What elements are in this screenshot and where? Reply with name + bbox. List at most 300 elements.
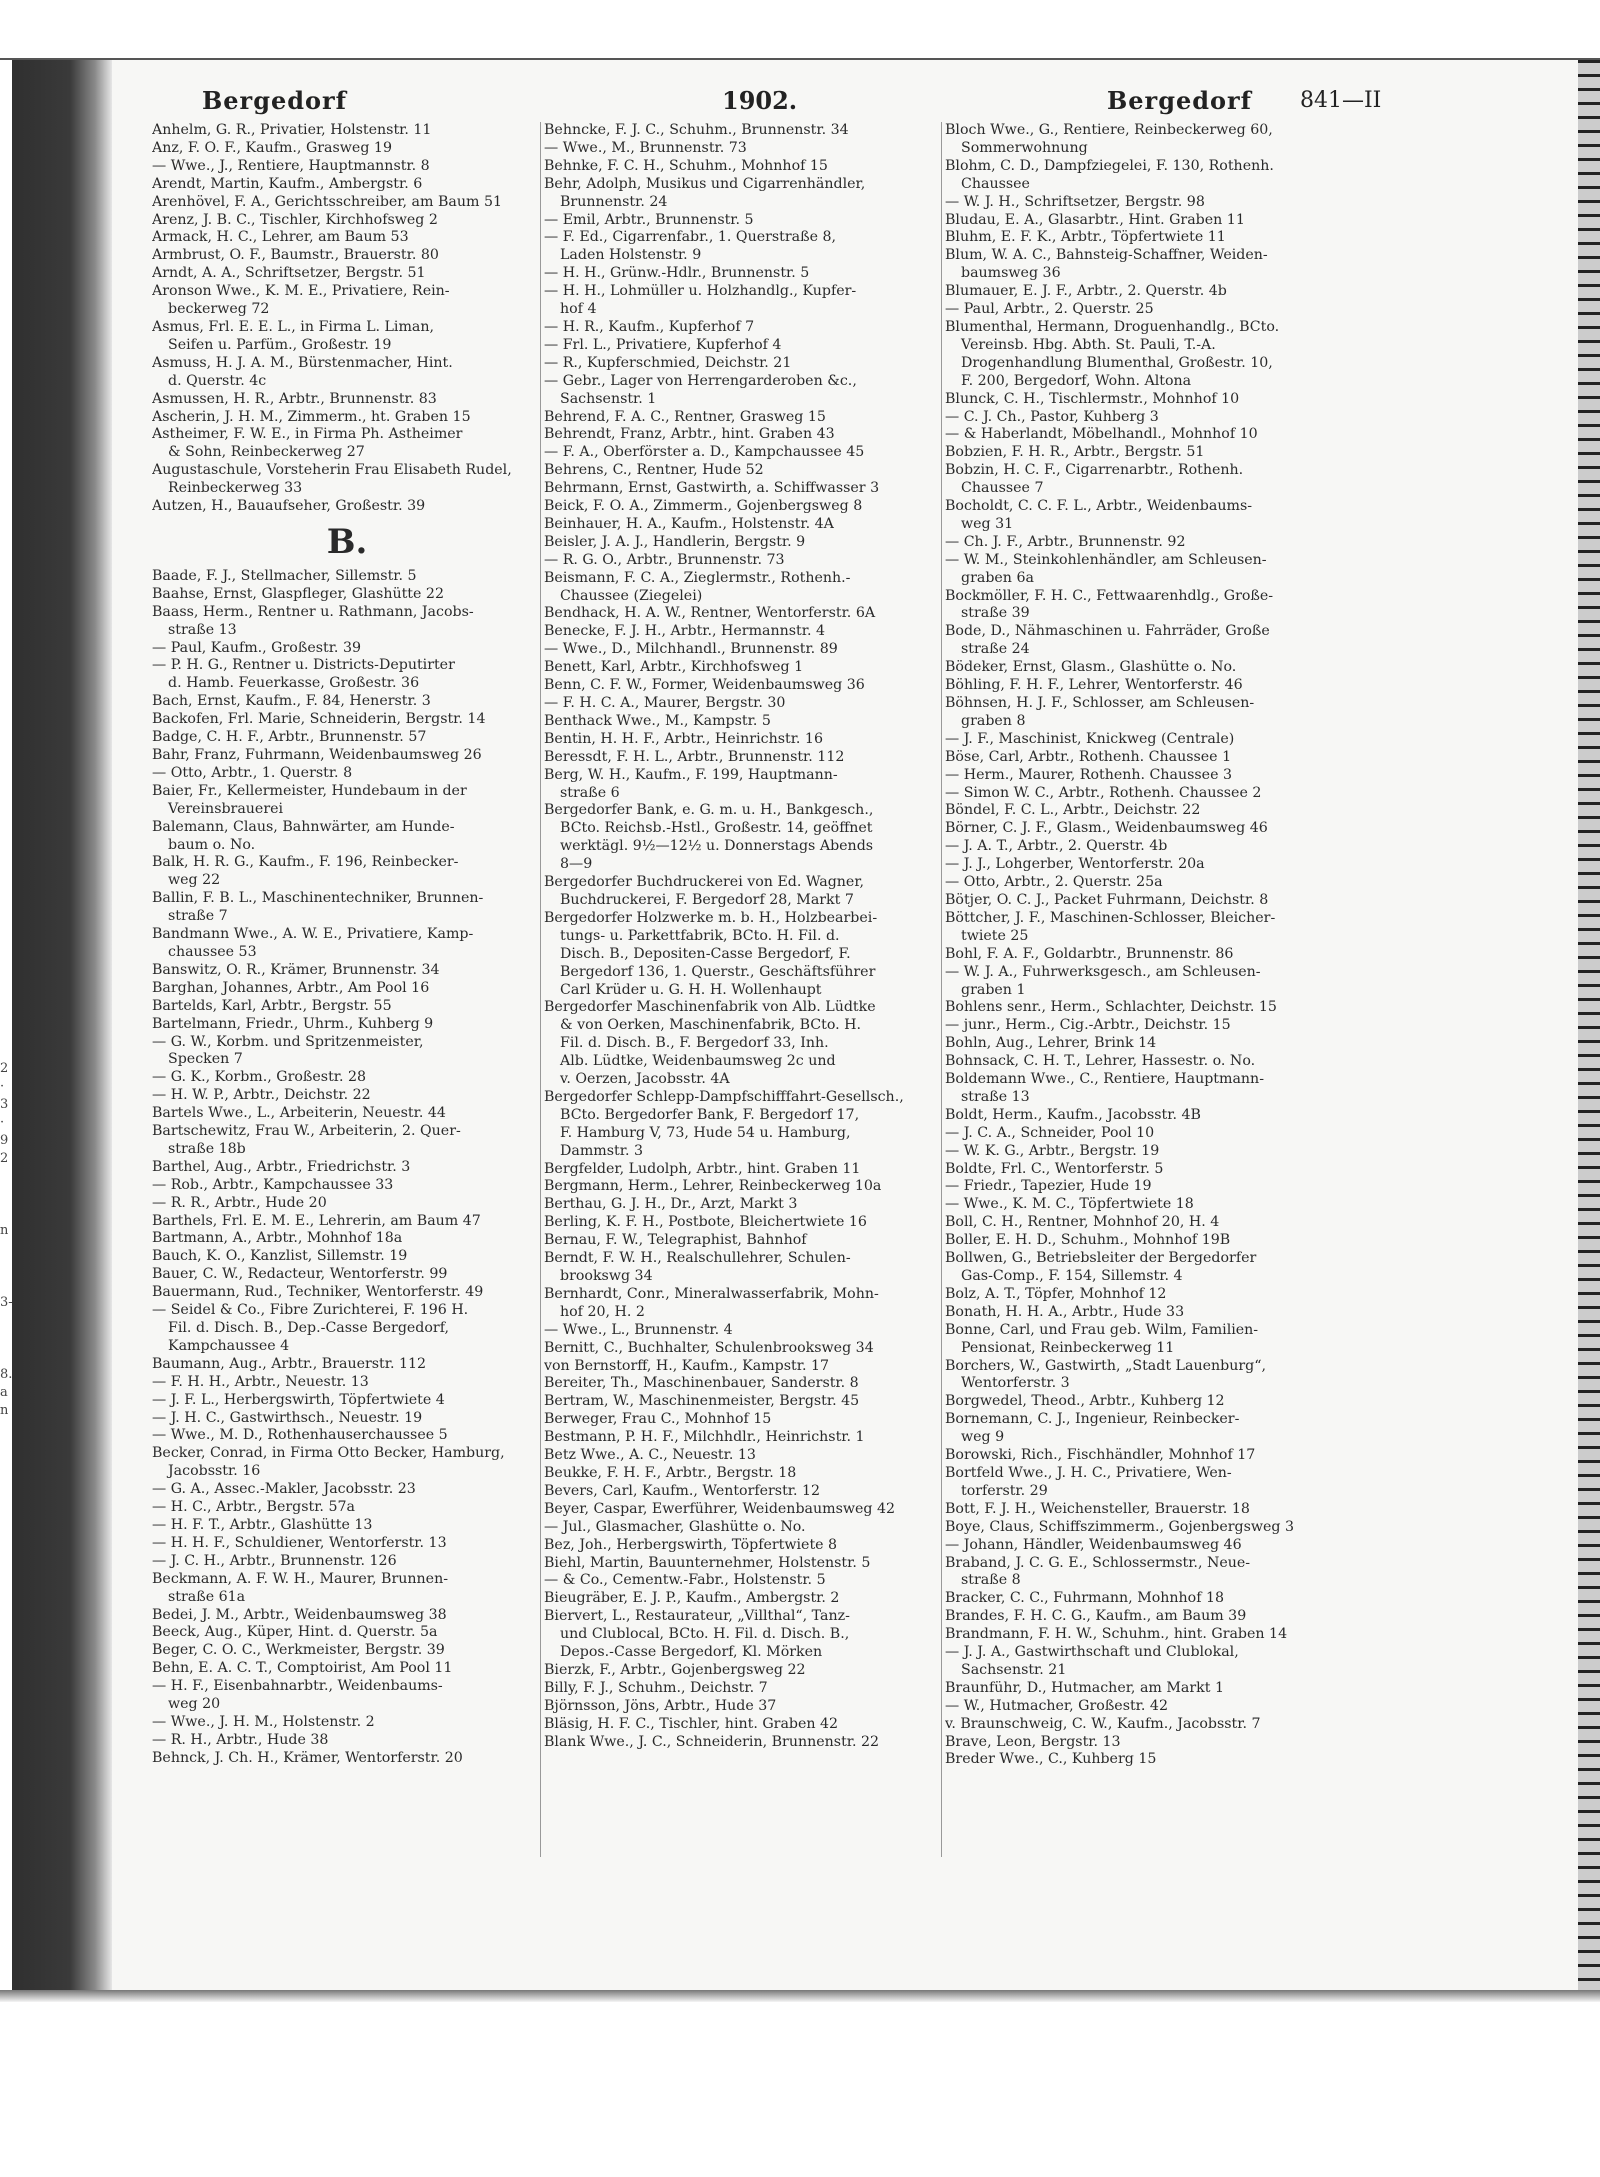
directory-entry: Beeck, Aug., Küper, Hint. d. Querstr. 5a bbox=[152, 1624, 438, 1641]
directory-entry: Blum, W. A. C., Bahnsteig-Schaffner, Weiden- bbox=[945, 247, 1268, 264]
running-head-year: 1902. bbox=[722, 86, 798, 115]
directory-entry-continuation: Specken 7 bbox=[168, 1051, 243, 1068]
directory-entry: Berg, W. H., Kaufm., F. 199, Hauptmann- bbox=[544, 766, 838, 783]
directory-entry: Armack, H. C., Lehrer, am Baum 53 bbox=[152, 229, 409, 246]
directory-entry: — Wwe., K. M. C., Töpfertwiete 18 bbox=[945, 1196, 1194, 1213]
directory-column-3 bbox=[945, 122, 1349, 1769]
directory-entry-continuation: Reinbeckerweg 33 bbox=[168, 480, 303, 497]
directory-entry: Bloch Wwe., G., Rentiere, Reinbeckerweg 60, bbox=[945, 122, 1273, 138]
directory-entry-continuation: Bergedorf 136, 1. Querstr., Geschäftsführer bbox=[560, 963, 876, 980]
directory-entry-continuation: torferstr. 29 bbox=[961, 1482, 1048, 1499]
directory-entry: Borowski, Rich., Fischhändler, Mohnhof 17 bbox=[945, 1447, 1256, 1464]
directory-entry: — Friedr., Tapezier, Hude 19 bbox=[945, 1178, 1152, 1195]
directory-entry: Asmus, Frl. E. E. L., in Firma L. Liman, bbox=[152, 318, 435, 335]
directory-entry-continuation: baumsweg 36 bbox=[961, 265, 1061, 282]
directory-entry-continuation: straße 13 bbox=[961, 1088, 1030, 1105]
directory-entry: Boye, Claus, Schiffszimmerm., Gojenbergsweg 3 bbox=[945, 1518, 1295, 1535]
directory-entry: — Wwe., M., Brunnenstr. 73 bbox=[544, 139, 747, 156]
directory-entry: Bohnsack, C. H. T., Lehrer, Hassestr. o. No. bbox=[945, 1053, 1256, 1070]
directory-entry: Beressdt, F. H. L., Arbtr., Brunnenstr. 112 bbox=[544, 748, 845, 765]
directory-entry: — W. K. G., Arbtr., Bergstr. 19 bbox=[945, 1142, 1160, 1159]
directory-entry: Bötjer, O. C. J., Packet Fuhrmann, Deichstr. 8 bbox=[945, 891, 1269, 908]
directory-entry: Behncke, F. J. C., Schuhm., Brunnenstr. 34 bbox=[544, 122, 849, 138]
directory-entry: Backofen, Frl. Marie, Schneiderin, Bergstr. 14 bbox=[152, 711, 486, 728]
directory-entry: Barthel, Aug., Arbtr., Friedrichstr. 3 bbox=[152, 1158, 411, 1175]
directory-entry-continuation: Drogenhandlung Blumenthal, Großestr. 10, bbox=[961, 354, 1273, 371]
gutter-mark bbox=[0, 1240, 12, 1258]
directory-entry: — W., Hutmacher, Großestr. 42 bbox=[945, 1697, 1168, 1714]
directory-entry: Beger, C. O. C., Werkmeister, Bergstr. 39 bbox=[152, 1642, 445, 1659]
directory-entry: Böse, Carl, Arbtr., Rothenh. Chaussee 1 bbox=[945, 748, 1232, 765]
directory-entry: Blohm, C. D., Dampfziegelei, F. 130, Rothenh. bbox=[945, 157, 1274, 174]
directory-entry: Behn, E. A. C. T., Comptoirist, Am Pool 11 bbox=[152, 1660, 453, 1677]
directory-entry: Arendt, Martin, Kaufm., Ambergstr. 6 bbox=[152, 175, 423, 192]
directory-entry: — Seidel & Co., Fibre Zurichterei, F. 196 H. bbox=[152, 1302, 469, 1319]
directory-entry: — R., Kupferschmied, Deichstr. 21 bbox=[544, 354, 792, 371]
directory-entry: — H. F., Eisenbahnarbtr., Weidenbaums- bbox=[152, 1678, 443, 1695]
directory-entry: Boller, E. H. D., Schuhm., Mohnhof 19B bbox=[945, 1232, 1231, 1249]
directory-entry: — C. J. Ch., Pastor, Kuhberg 3 bbox=[945, 408, 1159, 425]
directory-entry: Aronson Wwe., K. M. E., Privatiere, Rein- bbox=[152, 283, 450, 300]
directory-entry: — Gebr., Lager von Herrengarderoben &c., bbox=[544, 372, 857, 389]
directory-entry: Blank Wwe., J. C., Schneiderin, Brunnenstr. 22 bbox=[544, 1733, 880, 1750]
directory-entry: Berndt, F. W. H., Realschullehrer, Schulen- bbox=[544, 1250, 851, 1267]
directory-entry: Bevers, Carl, Kaufm., Wentorferstr. 12 bbox=[544, 1482, 821, 1499]
directory-entry: Barghan, Johannes, Arbtr., Am Pool 16 bbox=[152, 979, 430, 996]
directory-entry: Bartmann, A., Arbtr., Mohnhof 18a bbox=[152, 1230, 403, 1247]
directory-entry-continuation: Disch. B., Depositen-Casse Bergedorf, F. bbox=[560, 945, 851, 962]
gutter-mark bbox=[0, 1348, 12, 1366]
gutter-mark: 2 bbox=[0, 1151, 9, 1166]
directory-entry: Banswitz, O. R., Krämer, Brunnenstr. 34 bbox=[152, 961, 440, 978]
directory-entry: Blumenthal, Hermann, Droguenhandlg., BCto. bbox=[945, 318, 1280, 335]
running-head bbox=[152, 70, 1572, 114]
directory-entry: — Emil, Arbtr., Brunnenstr. 5 bbox=[544, 211, 754, 228]
directory-entry: von Bernstorff, H., Kaufm., Kampstr. 17 bbox=[544, 1357, 830, 1374]
scan-left-margin bbox=[0, 58, 12, 1990]
directory-entry-continuation: weg 20 bbox=[168, 1696, 221, 1713]
directory-entry: Bentin, H. H. F., Arbtr., Heinrichstr. 16 bbox=[544, 730, 823, 747]
section-letter-heading: B. bbox=[326, 521, 368, 562]
directory-entry-continuation: twiete 25 bbox=[961, 927, 1029, 944]
directory-entry: — Jul., Glasmacher, Glashütte o. No. bbox=[544, 1518, 806, 1535]
directory-entry-continuation: hof 4 bbox=[560, 301, 597, 318]
directory-entry-continuation: Fil. d. Disch. B., F. Bergedorf 33, Inh. bbox=[560, 1035, 829, 1052]
directory-entry-continuation: graben 1 bbox=[961, 981, 1026, 998]
directory-entry: — J. J., Lohgerber, Wentorferstr. 20a bbox=[945, 856, 1205, 873]
directory-entry-continuation: weg 31 bbox=[961, 515, 1014, 532]
directory-entry: — H. H., Lohmüller u. Holzhandlg., Kupfer- bbox=[544, 283, 857, 300]
directory-entry: Bollwen, G., Betriebsleiter der Bergedorfer bbox=[945, 1250, 1257, 1267]
directory-entry: Bödeker, Ernst, Glasm., Glashütte o. No. bbox=[945, 659, 1237, 676]
directory-entry: Baumann, Aug., Arbtr., Brauerstr. 112 bbox=[152, 1355, 427, 1372]
directory-entry: Beisler, J. A. J., Handlerin, Bergstr. 9 bbox=[544, 533, 806, 550]
directory-entry: Benn, C. F. W., Former, Weidenbaumsweg 36 bbox=[544, 677, 865, 694]
directory-entry: Anhelm, G. R., Privatier, Holstenstr. 11 bbox=[152, 122, 432, 138]
directory-entry: Bernau, F. W., Telegraphist, Bahnhof bbox=[544, 1232, 807, 1249]
directory-entry: Böhling, F. H. F., Lehrer, Wentorferstr. 46 bbox=[945, 677, 1243, 694]
directory-entry: Böttcher, J. F., Maschinen-Schlosser, Bleicher- bbox=[945, 909, 1276, 926]
directory-entry: — Otto, Arbtr., 2. Querstr. 25a bbox=[945, 874, 1163, 891]
directory-entry-continuation: straße 61a bbox=[168, 1588, 246, 1605]
directory-entry: Ballin, F. B. L., Maschinentechniker, Brunnen- bbox=[152, 890, 484, 907]
directory-entry-continuation: straße 24 bbox=[961, 641, 1030, 658]
directory-entry-continuation: straße 8 bbox=[961, 1572, 1021, 1589]
directory-column-1 bbox=[152, 122, 542, 1768]
directory-entry-continuation: Kampchaussee 4 bbox=[168, 1337, 290, 1354]
directory-entry: — F. Ed., Cigarrenfabr., 1. Querstraße 8, bbox=[544, 229, 837, 246]
directory-entry: Bedei, J. M., Arbtr., Weidenbaumsweg 38 bbox=[152, 1606, 447, 1623]
directory-entry: — P. H. G., Rentner u. Districts-Deputirter bbox=[152, 657, 455, 674]
directory-entry: — Paul, Kaufm., Großestr. 39 bbox=[152, 639, 361, 656]
directory-entry: Becker, Conrad, in Firma Otto Becker, Hamburg, bbox=[152, 1445, 505, 1462]
directory-entry: Biehl, Martin, Bauunternehmer, Holstenstr. 5 bbox=[544, 1554, 871, 1571]
directory-entry-continuation: Alb. Lüdtke, Weidenbaumsweg 2c und bbox=[560, 1053, 836, 1070]
directory-entry: — W. M., Steinkohlenhändler, am Schleusen- bbox=[945, 551, 1267, 568]
directory-entry-continuation: BCto. Reichsb.-Hstl., Großestr. 14, geöffnet bbox=[560, 820, 873, 837]
directory-entry: — H. W. P., Arbtr., Deichstr. 22 bbox=[152, 1087, 371, 1104]
directory-entry-continuation: Gas-Comp., F. 154, Sillemstr. 4 bbox=[961, 1268, 1183, 1284]
directory-entry: Bergedorfer Holzwerke m. b. H., Holzbearbei- bbox=[544, 909, 878, 926]
directory-entry: Blunck, C. H., Tischlermstr., Mohnhof 10 bbox=[945, 390, 1240, 407]
directory-entry: Benthack Wwe., M., Kampstr. 5 bbox=[544, 712, 771, 729]
directory-entry: Ascherin, J. H. M., Zimmerm., ht. Graben 15 bbox=[152, 408, 471, 425]
directory-entry: Autzen, H., Bauaufseher, Großestr. 39 bbox=[152, 498, 426, 515]
directory-entry: — Wwe., J., Rentiere, Hauptmannstr. 8 bbox=[152, 157, 430, 174]
directory-entry: — junr., Herm., Cig.-Arbtr., Deichstr. 15 bbox=[945, 1017, 1231, 1034]
gutter-mark: 3- bbox=[0, 1295, 13, 1310]
gutter-mark bbox=[0, 1276, 12, 1294]
directory-entry: Baass, Herm., Rentner u. Rathmann, Jacobs- bbox=[152, 603, 474, 620]
directory-entry-continuation: Chaussee (Ziegelei) bbox=[560, 587, 703, 604]
directory-entry: Berweger, Frau C., Mohnhof 15 bbox=[544, 1411, 772, 1428]
directory-entry-continuation: Depos.-Casse Bergedorf, Kl. Mörken bbox=[560, 1644, 823, 1661]
directory-entry-continuation: baum o. No. bbox=[168, 836, 256, 853]
directory-entry: Böhnsen, H. J. F., Schlosser, am Schleusen- bbox=[945, 695, 1255, 711]
directory-entry: Bläsig, H. F. C., Tischler, hint. Graben 42 bbox=[544, 1715, 839, 1732]
directory-entry-continuation: & Sohn, Reinbeckerweg 27 bbox=[168, 444, 365, 461]
directory-entry-continuation: beckerweg 72 bbox=[168, 301, 270, 318]
directory-entry: Bott, F. J. H., Weichensteller, Brauerstr. 18 bbox=[945, 1500, 1250, 1517]
directory-entry-continuation: Laden Holstenstr. 9 bbox=[560, 247, 702, 264]
directory-entry-continuation: weg 22 bbox=[168, 872, 221, 889]
directory-entry: Bockmöller, F. H. C., Fettwaarenhdlg., Große- bbox=[945, 587, 1274, 604]
directory-entry: Biervert, L., Restaurateur, „Villthal“, Tanz- bbox=[544, 1608, 850, 1625]
directory-entry: Baahse, Ernst, Glaspfleger, Glashütte 22 bbox=[152, 585, 444, 602]
directory-entry: Bergedorfer Schlepp-Dampfschifffahrt-Gesellsch., bbox=[544, 1088, 904, 1105]
directory-entry: Berthau, G. J. H., Dr., Arzt, Markt 3 bbox=[544, 1196, 798, 1213]
directory-entry-continuation: straße 39 bbox=[961, 605, 1030, 622]
directory-entry: Bergmann, Herm., Lehrer, Reinbeckerweg 10a bbox=[544, 1178, 882, 1195]
directory-entry-continuation: Carl Krüder u. G. H. H. Wollenhaupt bbox=[560, 981, 822, 998]
directory-entry-continuation: Sachsenstr. 21 bbox=[961, 1661, 1067, 1678]
directory-entry: Beismann, F. C. A., Zieglermstr., Rothenh.- bbox=[544, 569, 851, 586]
gutter-mark bbox=[0, 1258, 12, 1276]
directory-entry: Brandes, F. H. C. G., Kaufm., am Baum 39 bbox=[945, 1608, 1247, 1625]
directory-entry: — Simon W. C., Arbtr., Rothenh. Chaussee 2 bbox=[945, 784, 1262, 801]
directory-entry: Arenhövel, F. A., Gerichtsschreiber, am Baum 51 bbox=[152, 193, 503, 210]
directory-entry: — Frl. L., Privatiere, Kupferhof 4 bbox=[544, 336, 782, 353]
directory-entry-continuation: Chaussee 7 bbox=[961, 480, 1044, 497]
directory-entry: Behrmann, Ernst, Gastwirth, a. Schiffwasser 3 bbox=[544, 480, 880, 497]
directory-entry: — H. C., Arbtr., Bergstr. 57a bbox=[152, 1499, 355, 1516]
directory-entry: Brave, Leon, Bergstr. 13 bbox=[945, 1733, 1121, 1750]
directory-entry: Armbrust, O. F., Baumstr., Brauerstr. 80 bbox=[152, 247, 439, 264]
directory-entry: Bach, Ernst, Kaufm., F. 84, Henerstr. 3 bbox=[152, 693, 431, 710]
directory-entry: Björnsson, Jöns, Arbtr., Hude 37 bbox=[544, 1697, 777, 1714]
directory-entry-continuation: Buchdruckerei, F. Bergedorf 28, Markt 7 bbox=[560, 891, 854, 908]
directory-entry: — & Haberlandt, Möbelhandl., Mohnhof 10 bbox=[945, 426, 1258, 443]
directory-entry-continuation: Seifen u. Parfüm., Großestr. 19 bbox=[168, 336, 392, 353]
directory-entry-continuation: BCto. Bergedorfer Bank, F. Bergedorf 17, bbox=[560, 1106, 860, 1123]
directory-entry: Borchers, W., Gastwirth, „Stadt Lauenburg“, bbox=[945, 1357, 1266, 1374]
directory-entry-continuation: F. Hamburg V, 73, Hude 54 u. Hamburg, bbox=[560, 1124, 851, 1141]
gutter-mark: 9 bbox=[0, 1133, 9, 1148]
directory-entry: — R. H., Arbtr., Hude 38 bbox=[152, 1731, 329, 1748]
directory-entry: Bobzin, H. C. F., Cigarrenarbtr., Rothenh. bbox=[945, 462, 1244, 479]
gutter-mark: n bbox=[0, 1403, 9, 1418]
directory-entry: Bereiter, Th., Maschinenbauer, Sanderstr. 8 bbox=[544, 1375, 859, 1392]
directory-entry-continuation: Pensionat, Reinbeckerweg 11 bbox=[961, 1339, 1175, 1356]
directory-entry-continuation: Sommerwohnung bbox=[961, 139, 1088, 156]
directory-entry: Balemann, Claus, Bahnwärter, am Hunde- bbox=[152, 818, 455, 835]
directory-entry: Behnke, F. C. H., Schuhm., Mohnhof 15 bbox=[544, 157, 828, 174]
directory-entry: — H. H. F., Schuldiener, Wentorferstr. 13 bbox=[152, 1534, 447, 1551]
directory-entry: Bode, D., Nähmaschinen u. Fahrräder, Große bbox=[945, 623, 1270, 640]
directory-entry: Bertram, W., Maschinenmeister, Bergstr. 45 bbox=[544, 1393, 860, 1410]
directory-entry: Beick, F. O. A., Zimmerm., Gojenbergsweg 8 bbox=[544, 498, 863, 515]
directory-page bbox=[112, 60, 1600, 1990]
directory-entry: Beyer, Caspar, Ewerführer, Weidenbaumsweg 42 bbox=[544, 1500, 896, 1517]
directory-entry: Bergedorfer Buchdruckerei von Ed. Wagner, bbox=[544, 874, 865, 891]
gutter-marks bbox=[0, 1060, 12, 1420]
directory-entry: — Herm., Maurer, Rothenh. Chaussee 3 bbox=[945, 766, 1233, 783]
gutter-mark: · bbox=[0, 1079, 5, 1094]
directory-entry-continuation: d. Hamb. Feuerkasse, Großestr. 36 bbox=[168, 675, 420, 692]
directory-entry: — G. K., Korbm., Großestr. 28 bbox=[152, 1069, 367, 1086]
directory-entry: — W. J. A., Fuhrwerksgesch., am Schleusen- bbox=[945, 963, 1261, 980]
directory-entry: — R. R., Arbtr., Hude 20 bbox=[152, 1194, 327, 1211]
page-number: 841—II bbox=[1300, 88, 1382, 113]
directory-entry: Bonne, Carl, und Frau geb. Wilm, Familien- bbox=[945, 1321, 1259, 1338]
directory-entry: Bartelds, Karl, Arbtr., Bergstr. 55 bbox=[152, 997, 392, 1014]
directory-entry: Borgwedel, Theod., Arbtr., Kuhberg 12 bbox=[945, 1393, 1225, 1410]
directory-entry-continuation: hof 20, H. 2 bbox=[560, 1303, 645, 1320]
directory-entry: Beckmann, A. F. W. H., Maurer, Brunnen- bbox=[152, 1570, 448, 1587]
directory-entry: Arndt, A. A., Schriftsetzer, Bergstr. 51 bbox=[152, 265, 426, 282]
directory-entry: Beukke, F. H. F., Arbtr., Bergstr. 18 bbox=[544, 1464, 797, 1481]
directory-entry: Bornemann, C. J., Ingenieur, Reinbecker- bbox=[945, 1411, 1240, 1428]
directory-entry: Barthels, Frl. E. M. E., Lehrerin, am Baum 47 bbox=[152, 1212, 481, 1229]
directory-entry: Bocholdt, C. C. F. L., Arbtr., Weidenbaums- bbox=[945, 498, 1253, 515]
running-head-right: Bergedorf bbox=[1107, 86, 1253, 115]
directory-entry: Bracker, C. C., Fuhrmann, Mohnhof 18 bbox=[945, 1590, 1225, 1607]
directory-entry: Bandmann Wwe., A. W. E., Privatiere, Kamp- bbox=[152, 926, 474, 943]
directory-entry: Bolz, A. T., Töpfer, Mohnhof 12 bbox=[945, 1285, 1167, 1302]
directory-entry: — J. J. A., Gastwirthschaft und Clublokal, bbox=[945, 1644, 1239, 1661]
directory-entry-continuation: Vereinsbrauerei bbox=[168, 800, 284, 817]
directory-entry: Behrens, C., Rentner, Hude 52 bbox=[544, 462, 764, 479]
directory-entry: Boll, C. H., Rentner, Mohnhof 20, H. 4 bbox=[945, 1214, 1220, 1231]
directory-entry: — & Co., Cementw.-Fabr., Holstenstr. 5 bbox=[544, 1572, 826, 1589]
directory-entry: Boldte, Frl. C., Wentorferstr. 5 bbox=[945, 1160, 1164, 1177]
directory-entry: Boldt, Herm., Kaufm., Jacobsstr. 4B bbox=[945, 1106, 1201, 1123]
directory-entry-continuation: 8—9 bbox=[560, 856, 593, 873]
directory-entry: — Otto, Arbtr., 1. Querstr. 8 bbox=[152, 764, 353, 781]
directory-entry-continuation: werktägl. 9½—12½ u. Donnerstags Abends bbox=[560, 838, 874, 855]
directory-entry: Braunführ, D., Hutmacher, am Markt 1 bbox=[945, 1679, 1224, 1696]
directory-entry: v. Braunschweig, C. W., Kaufm., Jacobsstr. 7 bbox=[945, 1715, 1261, 1732]
directory-entry: Benecke, F. J. H., Arbtr., Hermannstr. 4 bbox=[544, 623, 826, 640]
directory-entry: Böndel, F. C. L., Arbtr., Deichstr. 22 bbox=[945, 802, 1201, 819]
directory-entry: Bieugräber, E. J. P., Kaufm., Ambergstr. 2 bbox=[544, 1590, 840, 1607]
directory-entry: Behnck, J. Ch. H., Krämer, Wentorferstr. 20 bbox=[152, 1749, 463, 1766]
directory-entry: Benett, Karl, Arbtr., Kirchhofsweg 1 bbox=[544, 659, 804, 676]
directory-entry: — W. J. H., Schriftsetzer, Bergstr. 98 bbox=[945, 193, 1205, 210]
directory-entry: Börner, C. J. F., Glasm., Weidenbaumsweg 46 bbox=[945, 820, 1268, 837]
directory-entry: — F. H. C. A., Maurer, Bergstr. 30 bbox=[544, 695, 786, 711]
directory-entry: Blumauer, E. J. F., Arbtr., 2. Querstr. 4b bbox=[945, 283, 1227, 300]
directory-entry: — Wwe., D., Milchhandl., Brunnenstr. 89 bbox=[544, 641, 838, 658]
directory-entry: Badge, C. H. F., Arbtr., Brunnenstr. 57 bbox=[152, 729, 427, 746]
directory-column-2 bbox=[544, 122, 940, 1751]
directory-entry: Bierzk, F., Arbtr., Gojenbergsweg 22 bbox=[544, 1661, 806, 1678]
gutter-mark: 3 bbox=[0, 1097, 9, 1112]
directory-entry-continuation: Brunnenstr. 24 bbox=[560, 193, 668, 210]
directory-entry-continuation: Chaussee bbox=[961, 175, 1030, 192]
directory-entry: — G. A., Assec.-Makler, Jacobsstr. 23 bbox=[152, 1481, 416, 1498]
directory-entry: Bergedorfer Maschinenfabrik von Alb. Lüdtke bbox=[544, 999, 876, 1016]
directory-entry-continuation: straße 13 bbox=[168, 621, 237, 638]
directory-entry: Bartschewitz, Frau W., Arbeiterin, 2. Quer- bbox=[152, 1123, 461, 1140]
directory-entry: — H. H., Grünw.-Hdlr., Brunnenstr. 5 bbox=[544, 265, 810, 282]
directory-entry: Behrendt, Franz, Arbtr., hint. Graben 43 bbox=[544, 426, 835, 443]
directory-entry-continuation: Fil. d. Disch. B., Dep.-Casse Bergedorf, bbox=[168, 1320, 449, 1336]
directory-entry: Augustaschule, Vorsteherin Frau Elisabeth Rudel, bbox=[152, 462, 512, 479]
directory-entry-continuation: straße 18b bbox=[168, 1140, 246, 1157]
gutter-mark: a bbox=[0, 1385, 8, 1400]
directory-entry-continuation: d. Querstr. 4c bbox=[168, 372, 267, 389]
directory-entry: Bartels Wwe., L., Arbeiterin, Neuestr. 44 bbox=[152, 1105, 446, 1122]
directory-entry: Bergedorfer Bank, e. G. m. u. H., Bankgesch., bbox=[544, 802, 874, 819]
directory-entry-continuation: Jacobsstr. 16 bbox=[168, 1463, 261, 1480]
page-content bbox=[152, 70, 1572, 1950]
directory-entry: Arenz, J. B. C., Tischler, Kirchhofsweg 2 bbox=[152, 211, 438, 228]
directory-entry: — J. F., Maschinist, Knickweg (Centrale) bbox=[945, 730, 1235, 747]
directory-entry: Billy, F. J., Schuhm., Deichstr. 7 bbox=[544, 1679, 768, 1696]
directory-entry-continuation: brookswg 34 bbox=[560, 1268, 653, 1284]
directory-entry: Bortfeld Wwe., J. H. C., Privatiere, Wen- bbox=[945, 1464, 1232, 1481]
directory-entry: Bahr, Franz, Fuhrmann, Weidenbaumsweg 26 bbox=[152, 747, 482, 763]
gutter-mark bbox=[0, 1204, 12, 1222]
directory-entry: — Johann, Händler, Weidenbaumsweg 46 bbox=[945, 1536, 1242, 1553]
directory-entry: — R. G. O., Arbtr., Brunnenstr. 73 bbox=[544, 551, 785, 568]
gutter-mark bbox=[0, 1330, 12, 1348]
directory-entry: Bernitt, C., Buchhalter, Schulenbrooksweg 34 bbox=[544, 1339, 874, 1356]
directory-entry: Bestmann, P. H. F., Milchhdlr., Heinrichstr. 1 bbox=[544, 1429, 865, 1446]
directory-entry: Bluhm, E. F. K., Arbtr., Töpfertwiete 11 bbox=[945, 229, 1226, 246]
gutter-mark: n bbox=[0, 1223, 9, 1238]
directory-entry: Bonath, H. H. A., Arbtr., Hude 33 bbox=[945, 1303, 1185, 1320]
directory-entry: — J. C. H., Arbtr., Brunnenstr. 126 bbox=[152, 1552, 397, 1569]
scan-edge-ruler bbox=[1578, 60, 1600, 1990]
directory-entry: Asmussen, H. R., Arbtr., Brunnenstr. 83 bbox=[152, 390, 437, 407]
directory-entry: Bludau, E. A., Glasarbtr., Hint. Graben 11 bbox=[945, 211, 1245, 228]
directory-entry: Baier, Fr., Kellermeister, Hundebaum in der bbox=[152, 782, 467, 799]
directory-entry: — J. H. C., Gastwirthsch., Neuestr. 19 bbox=[152, 1409, 423, 1426]
gutter-mark: 8. bbox=[0, 1367, 13, 1382]
directory-entry: — J. A. T., Arbtr., 2. Querstr. 4b bbox=[945, 838, 1168, 855]
directory-entry: — J. C. A., Schneider, Pool 10 bbox=[945, 1124, 1155, 1141]
directory-entry: Bohln, Aug., Lehrer, Brink 14 bbox=[945, 1035, 1157, 1052]
directory-entry-continuation: und Clublocal, BCto. H. Fil. d. Disch. B., bbox=[560, 1626, 850, 1643]
directory-entry: Behrend, F. A. C., Rentner, Grasweg 15 bbox=[544, 408, 826, 425]
directory-entry-continuation: weg 9 bbox=[961, 1429, 1005, 1446]
directory-entry: Bauer, C. W., Redacteur, Wentorferstr. 99 bbox=[152, 1266, 448, 1283]
directory-entry: Bez, Joh., Herbergswirth, Töpfertwiete 8 bbox=[544, 1536, 838, 1553]
directory-entry: — Wwe., M. D., Rothenhauserchaussee 5 bbox=[152, 1427, 448, 1444]
directory-entry-continuation: graben 6a bbox=[961, 569, 1034, 586]
directory-entry-continuation: v. Oerzen, Jacobsstr. 4A bbox=[560, 1071, 730, 1088]
page-bottom-edge bbox=[0, 1990, 1600, 2002]
directory-entry: — G. W., Korbm. und Spritzenmeister, bbox=[152, 1033, 424, 1050]
directory-entry-continuation: chaussee 53 bbox=[168, 943, 257, 960]
directory-entry: Baade, F. J., Stellmacher, Sillemstr. 5 bbox=[152, 567, 417, 584]
gutter-mark bbox=[0, 1168, 12, 1186]
directory-entry: Bendhack, H. A. W., Rentner, Wentorferstr. 6A bbox=[544, 605, 876, 622]
directory-entry-continuation: straße 7 bbox=[168, 908, 228, 925]
book-spine-shadow bbox=[0, 58, 112, 1990]
directory-entry: Bernhardt, Conr., Mineralwasserfabrik, Mohn- bbox=[544, 1285, 879, 1302]
directory-entry-continuation: graben 8 bbox=[961, 712, 1026, 729]
directory-entry: Bartelmann, Friedr., Uhrm., Kuhberg 9 bbox=[152, 1015, 434, 1032]
gutter-mark: 2 bbox=[0, 1061, 9, 1076]
directory-entry: Bohlens senr., Herm., Schlachter, Deichstr. 15 bbox=[945, 999, 1277, 1016]
directory-entry: Betz Wwe., A. C., Neuestr. 13 bbox=[544, 1447, 756, 1464]
directory-entry: Boldemann Wwe., C., Rentiere, Hauptmann- bbox=[945, 1071, 1264, 1088]
directory-entry-continuation: Wentorferstr. 3 bbox=[961, 1375, 1070, 1392]
directory-entry: Bauch, K. O., Kanzlist, Sillemstr. 19 bbox=[152, 1248, 408, 1265]
directory-entry: Bohl, F. A. F., Goldarbtr., Brunnenstr. 86 bbox=[945, 945, 1234, 962]
gutter-mark bbox=[0, 1186, 12, 1204]
directory-entry: — F. A., Oberförster a. D., Kampchaussee 45 bbox=[544, 444, 865, 461]
directory-entry-continuation: F. 200, Bergedorf, Wohn. Altona bbox=[961, 372, 1192, 389]
directory-entry-continuation: straße 6 bbox=[560, 784, 620, 801]
directory-entry: Bergfelder, Ludolph, Arbtr., hint. Graben 11 bbox=[544, 1160, 861, 1177]
directory-entry: — Wwe., J. H. M., Holstenstr. 2 bbox=[152, 1713, 375, 1730]
directory-entry: Bauermann, Rud., Techniker, Wentorferstr. 49 bbox=[152, 1284, 484, 1301]
directory-entry: Berling, K. F. H., Postbote, Bleichertwiete 16 bbox=[544, 1214, 867, 1231]
directory-entry-continuation: Sachsenstr. 1 bbox=[560, 390, 657, 407]
directory-entry: — J. F. L., Herbergswirth, Töpfertwiete 4 bbox=[152, 1391, 445, 1408]
directory-entry-continuation: Dammstr. 3 bbox=[560, 1142, 643, 1159]
directory-entry: Brandmann, F. H. W., Schuhm., hint. Graben 14 bbox=[945, 1626, 1288, 1643]
directory-entry-continuation: Vereinsb. Hbg. Abth. St. Pauli, T.-A. bbox=[961, 336, 1216, 353]
directory-entry: Bobzien, F. H. R., Arbtr., Bergstr. 51 bbox=[945, 444, 1205, 461]
directory-entry: — H. R., Kaufm., Kupferhof 7 bbox=[544, 318, 755, 335]
directory-entry: — F. H. H., Arbtr., Neuestr. 13 bbox=[152, 1373, 369, 1390]
directory-entry: — Paul, Arbtr., 2. Querstr. 25 bbox=[945, 301, 1154, 318]
running-head-left: Bergedorf bbox=[202, 86, 348, 115]
directory-entry: — Wwe., L., Brunnenstr. 4 bbox=[544, 1321, 733, 1338]
directory-entry: Astheimer, F. W. E., in Firma Ph. Astheimer bbox=[152, 426, 463, 443]
gutter-mark: · bbox=[0, 1115, 5, 1130]
directory-entry-continuation: & von Oerken, Maschinenfabrik, BCto. H. bbox=[560, 1017, 862, 1034]
directory-entry: — Rob., Arbtr., Kampchaussee 33 bbox=[152, 1176, 394, 1193]
directory-entry: Braband, J. C. G. E., Schlossermstr., Neue- bbox=[945, 1554, 1251, 1571]
directory-entry: Beinhauer, H. A., Kaufm., Holstenstr. 4A bbox=[544, 515, 834, 532]
directory-entry: Anz, F. O. F., Kaufm., Grasweg 19 bbox=[152, 139, 392, 156]
